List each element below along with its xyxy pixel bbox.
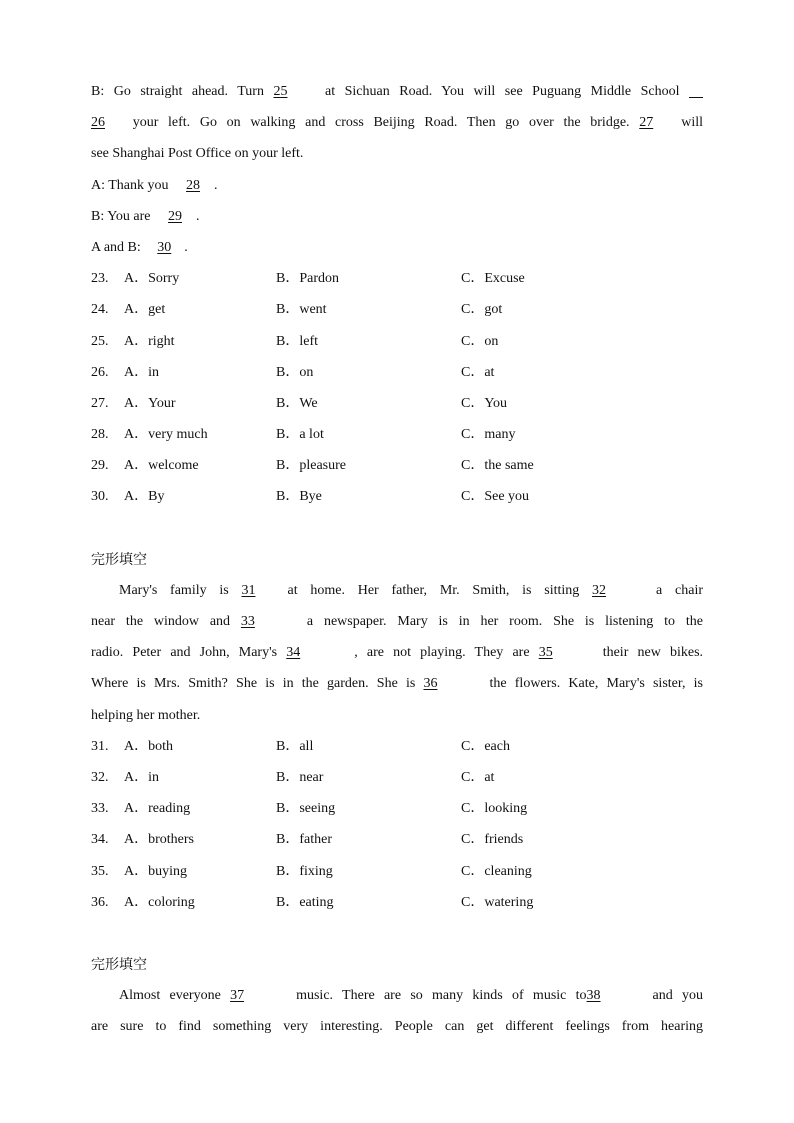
- blank-31[interactable]: 31: [241, 582, 256, 598]
- option-c[interactable]: C．See you: [461, 489, 530, 505]
- dialogue-text: will: [681, 115, 703, 131]
- passage-text: a chair: [656, 582, 703, 598]
- passage-line-4: [91, 672, 703, 703]
- blank-27[interactable]: 27: [639, 115, 654, 131]
- option-b[interactable]: B．near: [276, 769, 324, 785]
- option-b[interactable]: B．a lot: [276, 427, 324, 443]
- passage-line-1: [91, 579, 703, 610]
- option-c[interactable]: C．watering: [461, 894, 534, 910]
- option-c[interactable]: C．the same: [461, 458, 534, 474]
- dialogue-line-4: A: Thank you 28 .: [91, 174, 703, 205]
- option-c[interactable]: C．cleaning: [461, 863, 532, 879]
- question-list-1: [91, 267, 703, 517]
- option-a[interactable]: A．welcome: [124, 458, 199, 474]
- blank-26-start[interactable]: [689, 80, 703, 104]
- option-b[interactable]: B．fixing: [276, 863, 333, 879]
- question-row: [91, 361, 703, 392]
- question-number: 32.: [91, 769, 109, 785]
- section-title: 完形填空: [91, 551, 147, 568]
- blank-28[interactable]: 28: [186, 177, 201, 193]
- option-a[interactable]: A．By: [124, 489, 165, 505]
- option-b[interactable]: B．father: [276, 832, 332, 848]
- passage-text: their new bikes.: [602, 645, 703, 661]
- blank-26[interactable]: 26: [91, 115, 105, 131]
- question-number: 31.: [91, 738, 109, 754]
- question-row: [91, 891, 703, 922]
- dialogue-text: at Sichuan Road. You will see Puguang Middle School: [325, 84, 680, 99]
- option-c[interactable]: C．You: [461, 395, 508, 411]
- question-row: [91, 330, 703, 361]
- question-row: [91, 485, 703, 516]
- dialogue-text: B: Go straight ahead. Turn: [91, 84, 264, 99]
- option-b[interactable]: B．Bye: [276, 489, 322, 505]
- passage-text: a newspaper. Mary is in her room. She is listening to the: [306, 614, 703, 629]
- option-a[interactable]: A．get: [124, 302, 166, 318]
- blank-33[interactable]: 33: [240, 614, 255, 629]
- question-number: 25.: [91, 333, 109, 349]
- passage-line-5: helping her mother.: [91, 707, 201, 723]
- passage-line-2: are sure to find something very interesting. People can get different feelings from hearing: [91, 1019, 703, 1035]
- blank-37[interactable]: 37: [230, 988, 245, 1004]
- question-row: [91, 454, 703, 485]
- dialogue-text: A: Thank you: [91, 177, 169, 193]
- option-b[interactable]: B．left: [276, 333, 318, 349]
- option-b[interactable]: B．seeing: [276, 801, 336, 817]
- question-number: 28.: [91, 427, 109, 443]
- option-c[interactable]: C．at: [461, 769, 495, 785]
- option-b[interactable]: B．all: [276, 738, 314, 754]
- option-b[interactable]: B．pleasure: [276, 458, 346, 474]
- option-b[interactable]: B．on: [276, 364, 314, 380]
- passage-text: and you: [652, 988, 703, 1004]
- passage-text: the flowers. Kate, Mary's sister, is: [489, 676, 703, 692]
- question-number: 35.: [91, 863, 109, 879]
- dialogue-text: your left. Go on walking and cross Beijing Road. Then go over the bridge.: [132, 115, 630, 131]
- dialogue-text: A and B:: [91, 239, 141, 255]
- option-c[interactable]: C．got: [461, 302, 503, 318]
- option-a[interactable]: A．reading: [124, 801, 191, 817]
- option-c[interactable]: C．friends: [461, 832, 524, 848]
- passage-text: radio. Peter and John, Mary's: [91, 645, 278, 661]
- blank-38[interactable]: 38: [586, 988, 601, 1004]
- option-a[interactable]: A．right: [124, 333, 175, 349]
- question-row: [91, 298, 703, 329]
- question-number: 23.: [91, 271, 109, 287]
- passage-text: near the window and: [91, 614, 231, 629]
- question-number: 29.: [91, 458, 109, 474]
- option-a[interactable]: A．brothers: [124, 832, 194, 848]
- question-row: [91, 392, 703, 423]
- option-a[interactable]: A．Sorry: [124, 271, 180, 287]
- option-c[interactable]: C．looking: [461, 801, 528, 817]
- dialogue-line-6: A and B: 30 .: [91, 236, 703, 267]
- option-a[interactable]: A．buying: [124, 863, 187, 879]
- question-number: 26.: [91, 364, 109, 380]
- option-c[interactable]: C．each: [461, 738, 510, 754]
- blank-29[interactable]: 29: [168, 208, 183, 224]
- passage-text: at home. Her father, Mr. Smith, is sitting: [287, 582, 580, 598]
- blank-35[interactable]: 35: [538, 645, 553, 661]
- blank-25[interactable]: 25: [273, 84, 288, 99]
- option-b[interactable]: B．eating: [276, 894, 334, 910]
- question-row: [91, 766, 703, 797]
- option-c[interactable]: C．on: [461, 333, 499, 349]
- question-number: 27.: [91, 395, 109, 411]
- option-a[interactable]: A．in: [124, 769, 159, 785]
- blank-30[interactable]: 30: [157, 239, 172, 255]
- dialogue-text: B: You are: [91, 208, 151, 224]
- question-number: 34.: [91, 832, 109, 848]
- question-number: 36.: [91, 894, 109, 910]
- option-a[interactable]: A．coloring: [124, 894, 195, 910]
- question-list-2: [91, 735, 703, 922]
- dialogue-line-2: [91, 111, 703, 142]
- passage-line-1: [91, 984, 703, 1015]
- question-number: 30.: [91, 489, 109, 505]
- blank-36[interactable]: 36: [423, 676, 438, 692]
- passage-text: Almost everyone: [119, 988, 221, 1004]
- question-row: [91, 797, 703, 828]
- passage-text: Where is Mrs. Smith? She is in the garden. She is: [91, 676, 416, 692]
- question-number: 33.: [91, 801, 109, 817]
- option-a[interactable]: A．very much: [124, 427, 208, 443]
- option-c[interactable]: C．many: [461, 427, 516, 443]
- option-b[interactable]: B．We: [276, 395, 318, 411]
- question-row: [91, 860, 703, 891]
- section-title: 完形填空: [91, 956, 147, 973]
- blank-34[interactable]: 34: [286, 645, 301, 661]
- passage-text: music. There are so many kinds of music to: [296, 988, 587, 1004]
- passage-text: Mary's family is: [119, 582, 229, 598]
- option-b[interactable]: B．went: [276, 302, 327, 318]
- option-a[interactable]: A．both: [124, 738, 173, 754]
- option-b[interactable]: B．Pardon: [276, 271, 339, 287]
- dialogue-line-1: [91, 80, 703, 111]
- option-c[interactable]: C．Excuse: [461, 271, 525, 287]
- passage-line-3: [91, 641, 703, 672]
- passage-text: , are not playing. They are: [354, 645, 530, 661]
- option-c[interactable]: C．at: [461, 364, 495, 380]
- blank-32[interactable]: 32: [592, 582, 607, 598]
- passage-line-2: [91, 610, 703, 641]
- worksheet-page: [91, 80, 703, 1046]
- question-row: [91, 828, 703, 859]
- question-row: [91, 267, 703, 298]
- dialogue-line-3: see Shanghai Post Office on your left.: [91, 146, 304, 162]
- dialogue-line-5: B: You are 29 .: [91, 205, 703, 236]
- question-number: 24.: [91, 302, 109, 318]
- option-a[interactable]: A．in: [124, 364, 159, 380]
- question-row: [91, 735, 703, 766]
- option-a[interactable]: A．Your: [124, 395, 176, 411]
- question-row: [91, 423, 703, 454]
